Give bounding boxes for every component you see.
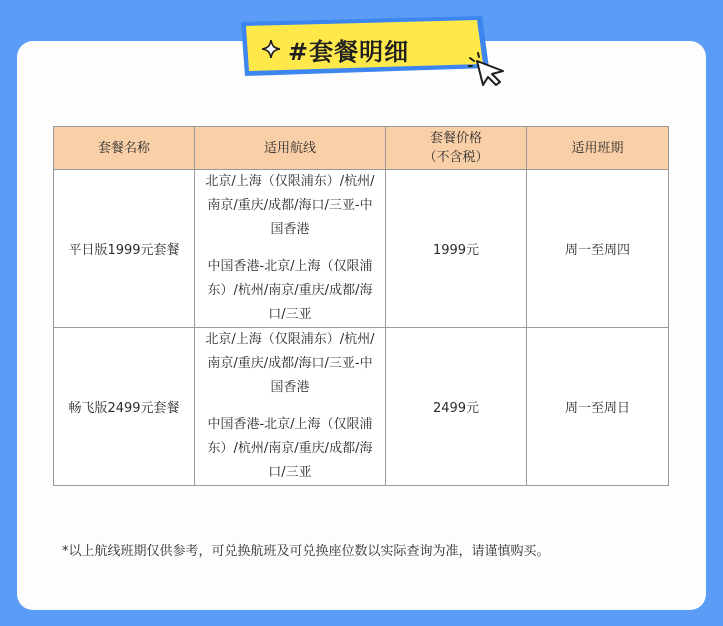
routes-cell <box>195 170 386 328</box>
header-price <box>386 127 527 170</box>
table-row <box>54 170 669 328</box>
routes-cell <box>195 328 386 486</box>
cursor-click-icon <box>468 52 506 86</box>
header-price-note: （不含税） <box>423 150 489 165</box>
table-header-row <box>54 127 669 170</box>
price-cell: 2499元 <box>386 328 527 486</box>
title-banner <box>236 12 494 80</box>
plan-table <box>53 126 669 486</box>
header-routes: 适用航线 <box>195 127 386 170</box>
schedule-cell: 周一至周四 <box>527 170 669 328</box>
route-outbound: 北京/上海（仅限浦东）/杭州/南京/重庆/成都/海口/三亚-中国香港 <box>205 174 375 237</box>
table-row <box>54 328 669 486</box>
price-cell: 1999元 <box>386 170 527 328</box>
header-plan-name: 套餐名称 <box>54 127 195 170</box>
sparkle-icon <box>262 40 280 58</box>
schedule-cell: 周一至周日 <box>527 328 669 486</box>
header-schedule: 适用班期 <box>527 127 669 170</box>
route-return: 中国香港-北京/上海（仅限浦东）/杭州/南京/重庆/成都/海口/三亚 <box>207 417 373 480</box>
route-return: 中国香港-北京/上海（仅限浦东）/杭州/南京/重庆/成都/海口/三亚 <box>207 259 373 322</box>
footnote: *以上航线班期仅供参考，可兑换航班及可兑换座位数以实际查询为准，请谨慎购买。 <box>62 544 550 559</box>
header-price-label: 套餐价格 <box>429 131 482 146</box>
plan-name-cell: 畅飞版2499元套餐 <box>54 328 195 486</box>
banner-title: #套餐明细 <box>288 38 410 66</box>
route-outbound: 北京/上海（仅限浦东）/杭州/南京/重庆/成都/海口/三亚-中国香港 <box>205 332 375 395</box>
plan-name-cell: 平日版1999元套餐 <box>54 170 195 328</box>
